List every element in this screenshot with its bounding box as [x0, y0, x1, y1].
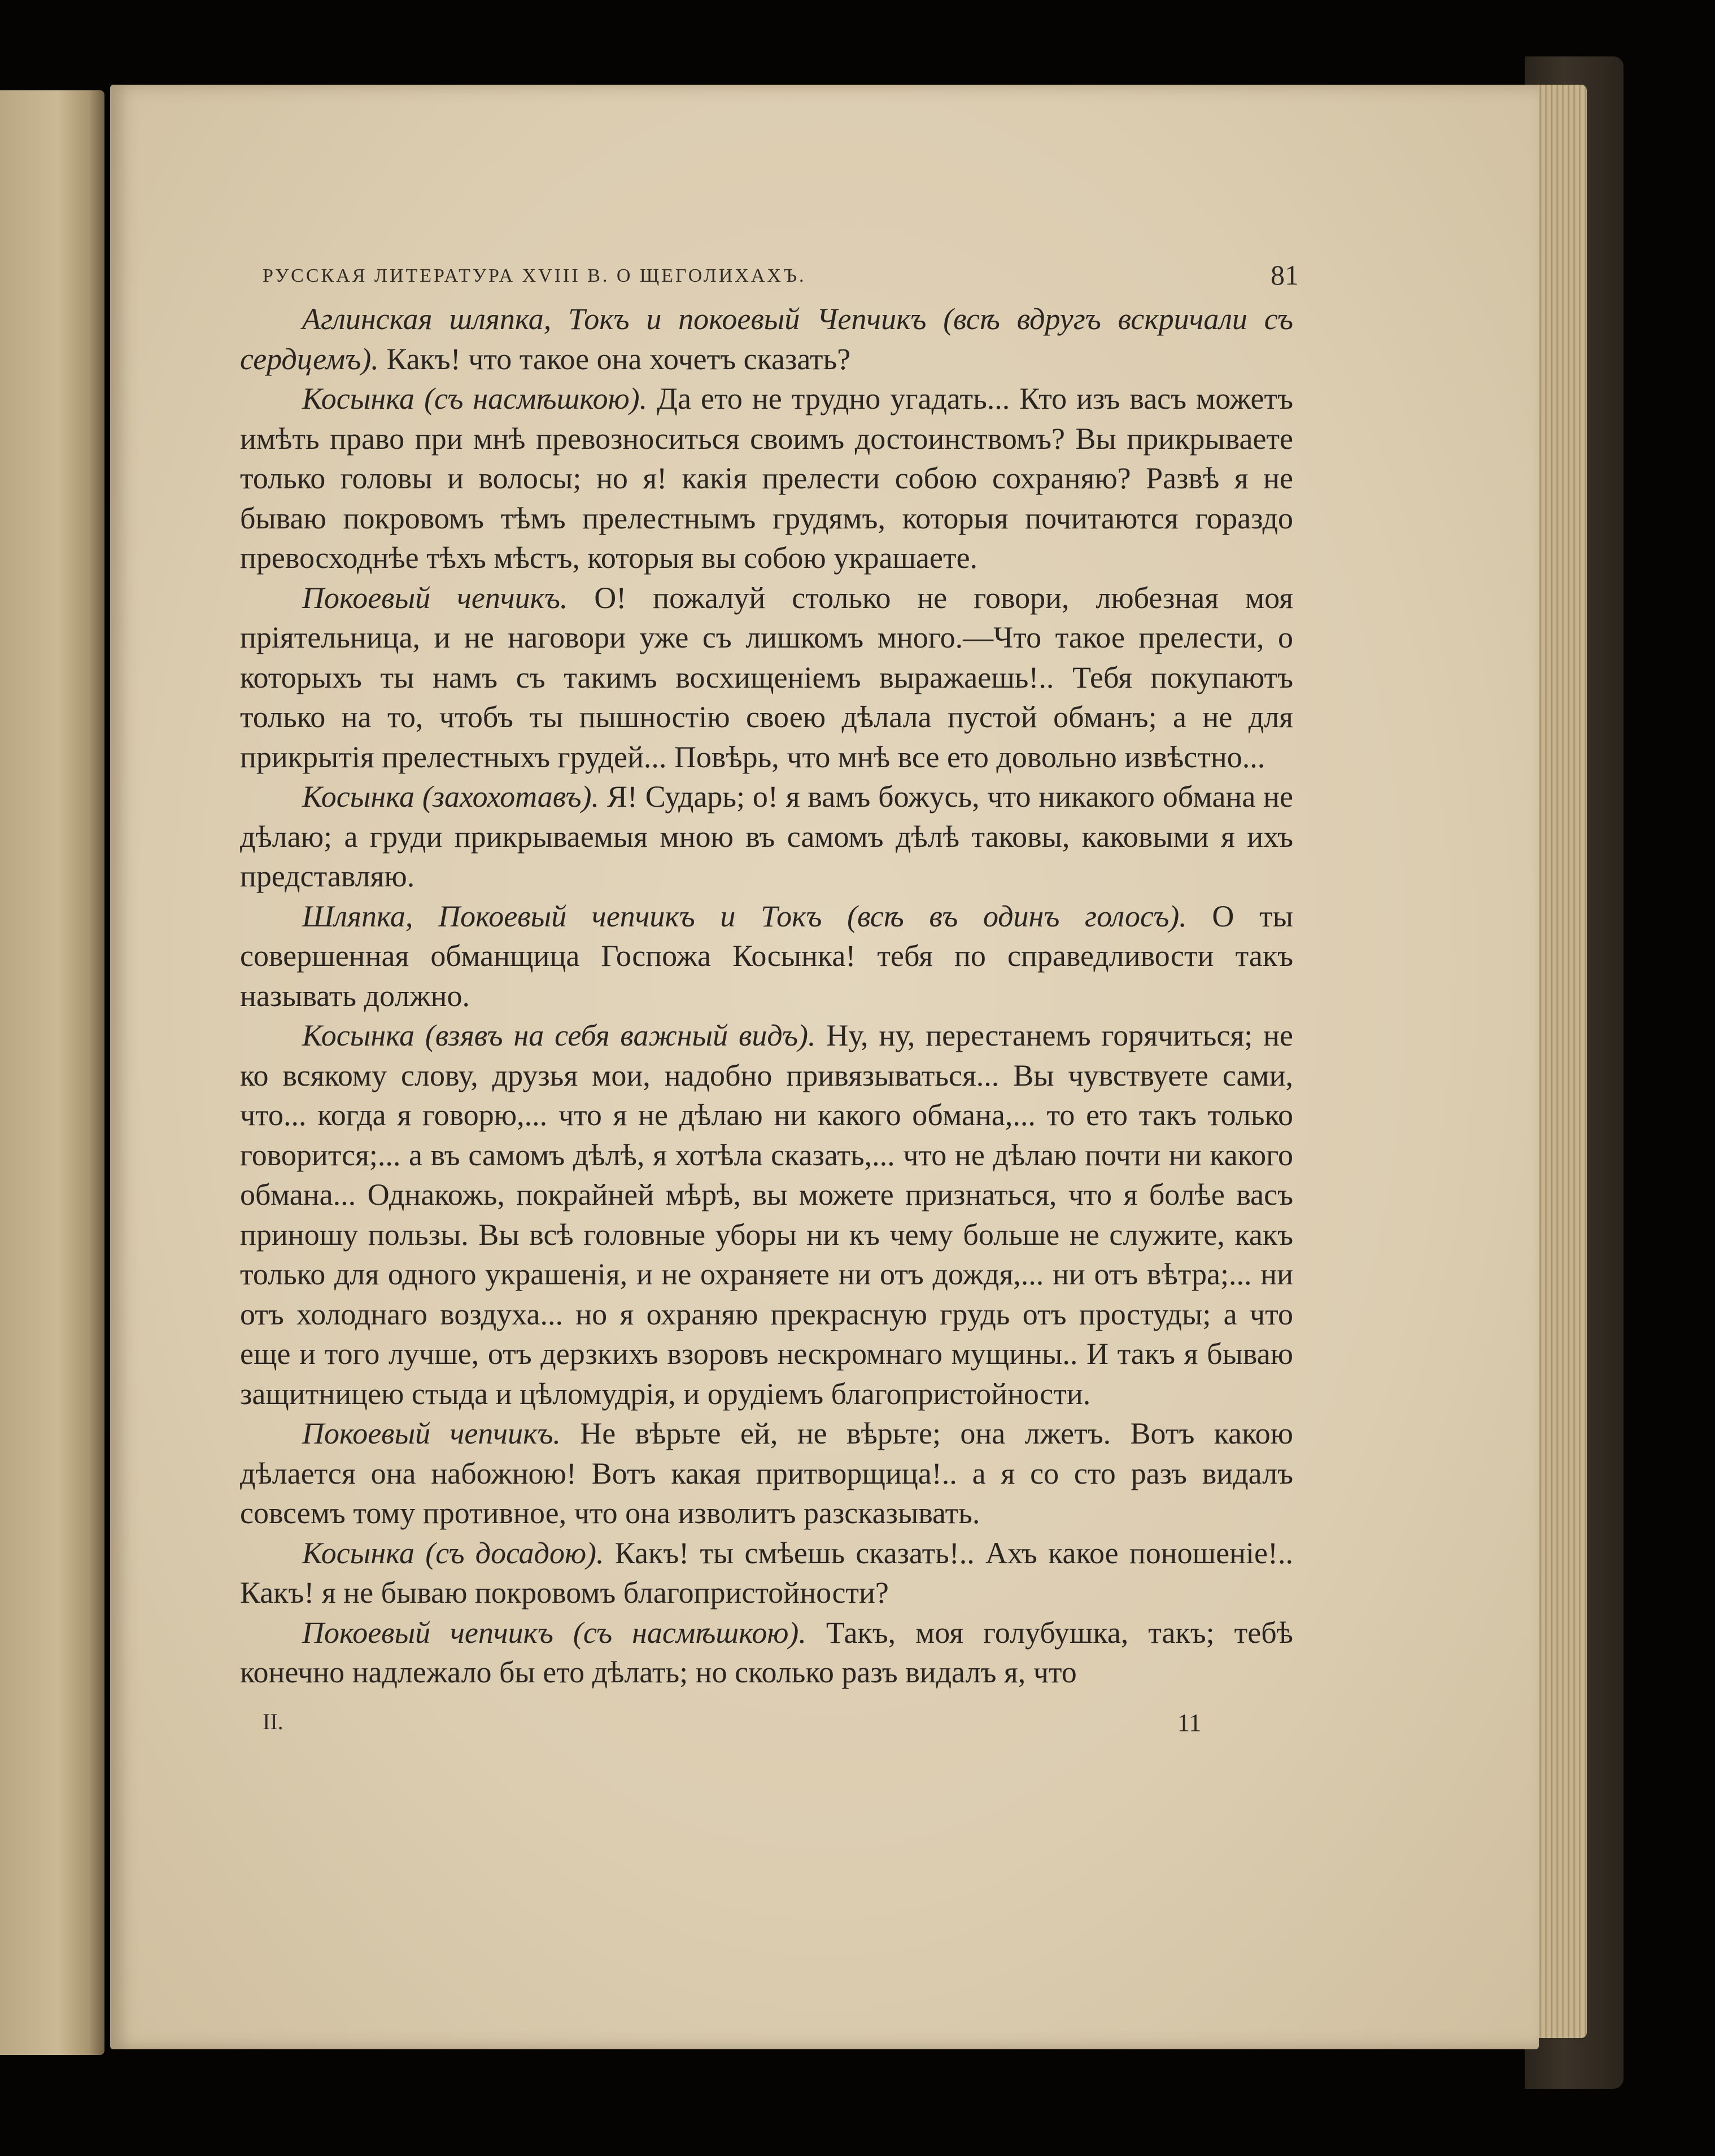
paragraph — [240, 1613, 1293, 1693]
page-body — [240, 237, 1299, 1759]
paragraph — [240, 896, 1293, 1016]
speaker-direction: Покоевый чепчикъ (съ насмѣшкою). — [302, 1615, 806, 1650]
paragraph — [240, 578, 1293, 777]
previous-page-edge — [0, 90, 104, 2055]
paragraph-text: Ну, ну, перестанемъ горячиться; не ко всякому слову, друзья мои, надобно привязываться... Вы чувствуете сами, что... когда я говорю,... что я не дѣлаю ни какого обмана,... то ето такъ только говорится;... а въ самомъ дѣлѣ, я хотѣла сказать,... что не дѣлаю почти ни какого обмана... Однакожь, покрайней мѣрѣ, вы можете признаться, что я болѣе васъ приношу пользы. Вы всѣ головные уборы ни къ чему больше не служите, какъ только для одного украшенія, и не охраняете ни отъ дождя,... ни отъ вѣтра;... ни отъ холоднаго воздуха... но я охраняю прекрасную грудь отъ простуды; а что еще и того лучше, отъ дерзкихъ взоровъ нескромнаго мущины.. И такъ я бываю защитницею стыда и цѣломудрія, и орудіемъ благопристойности. — [240, 1018, 1293, 1411]
speaker-direction: Покоевый чепчикъ. — [302, 1416, 561, 1450]
paragraph-text: Да ето не трудно угадать... Кто изъ васъ можетъ имѣть право при мнѣ превозноситься своимъ достоинствомъ? Вы прикрываете только головы и волосы; но я! какія прелести собою сохраняю? Развѣ я не бываю покровомъ тѣмъ прелестнымъ грудямъ, которыя почитаются гораздо превосходнѣе тѣхъ мѣстъ, которыя вы собою украшаете. — [240, 382, 1293, 575]
speaker-direction: Косынка (съ досадою). — [302, 1536, 604, 1570]
speaker-direction: Косынка (съ насмѣшкою). — [302, 382, 648, 416]
speaker-direction: Косынка (взявъ на себя важный видъ). — [302, 1018, 816, 1052]
paragraph — [240, 1533, 1293, 1613]
paragraph-text: О! пожалуй столько не говори, любезная моя пріятельница, и не наговори уже съ лишкомъ много.—Что такое прелести, о которыхъ ты намъ съ такимъ восхищеніемъ выражаешь!.. Тебя покупаютъ только на то, чтобъ ты пышностію своею дѣлала пустой обманъ; а не для прикрытія прелестныхъ грудей... Повѣрь, что мнѣ все ето довольно извѣстно... — [240, 580, 1293, 774]
paragraph — [240, 379, 1293, 578]
paragraph — [240, 1414, 1293, 1533]
paragraph-text: Не вѣрьте ей, не вѣрьте; она лжетъ. Вотъ какою дѣлается она набожною! Вотъ какая притворщица!.. а я со сто разъ видалъ совсемъ тому противное, что она изволитъ разсказывать. — [240, 1416, 1293, 1530]
speaker-direction: Покоевый чепчикъ. — [302, 580, 568, 615]
page-footer — [240, 1703, 1293, 1759]
signature-mark: II. — [263, 1708, 283, 1734]
paragraph-text: Такъ, моя голубушка, такъ; тебѣ конечно надлежало бы ето дѣлать; но сколько разъ видалъ я, что — [240, 1615, 1294, 1689]
paragraph — [240, 1016, 1293, 1414]
paragraph-text: Какъ! ты смѣешь сказать!.. Ахъ какое поношеніе!.. Какъ! я не бываю покровомъ благопристойности? — [240, 1536, 1293, 1610]
paragraph-text: Какъ! что такое она хочетъ сказать? — [378, 342, 851, 376]
speaker-direction: Шляпка, Покоевый чепчикъ и Токъ (всѣ въ одинъ голосъ). — [302, 899, 1187, 933]
running-title: РУССКАЯ ЛИТЕРАТУРА XVIII В. О ЩЕГОЛИХАХЪ. — [263, 265, 806, 286]
paragraph — [240, 777, 1293, 896]
running-header — [240, 237, 1299, 299]
sheet-number: 11 — [1177, 1708, 1202, 1737]
speaker-direction: Аглинская шляпка, Токъ и покоевый Чепчикъ (всѣ вдругъ вскричали съ сердцемъ). — [240, 302, 1293, 376]
page-number: 81 — [1271, 259, 1299, 291]
paragraph-text: О ты совершенная обманщица Госпожа Косынка! тебя по справедливости такъ называть должно. — [240, 899, 1293, 1013]
paragraph-text: Я! Сударь; о! я вамъ божусь, что никакого обмана не дѣлаю; а груди прикрываемыя мною въ самомъ дѣлѣ таковы, каковыми я ихъ представляю. — [240, 780, 1294, 893]
paragraph — [240, 299, 1293, 379]
speaker-direction: Косынка (захохотавъ). — [302, 780, 600, 814]
